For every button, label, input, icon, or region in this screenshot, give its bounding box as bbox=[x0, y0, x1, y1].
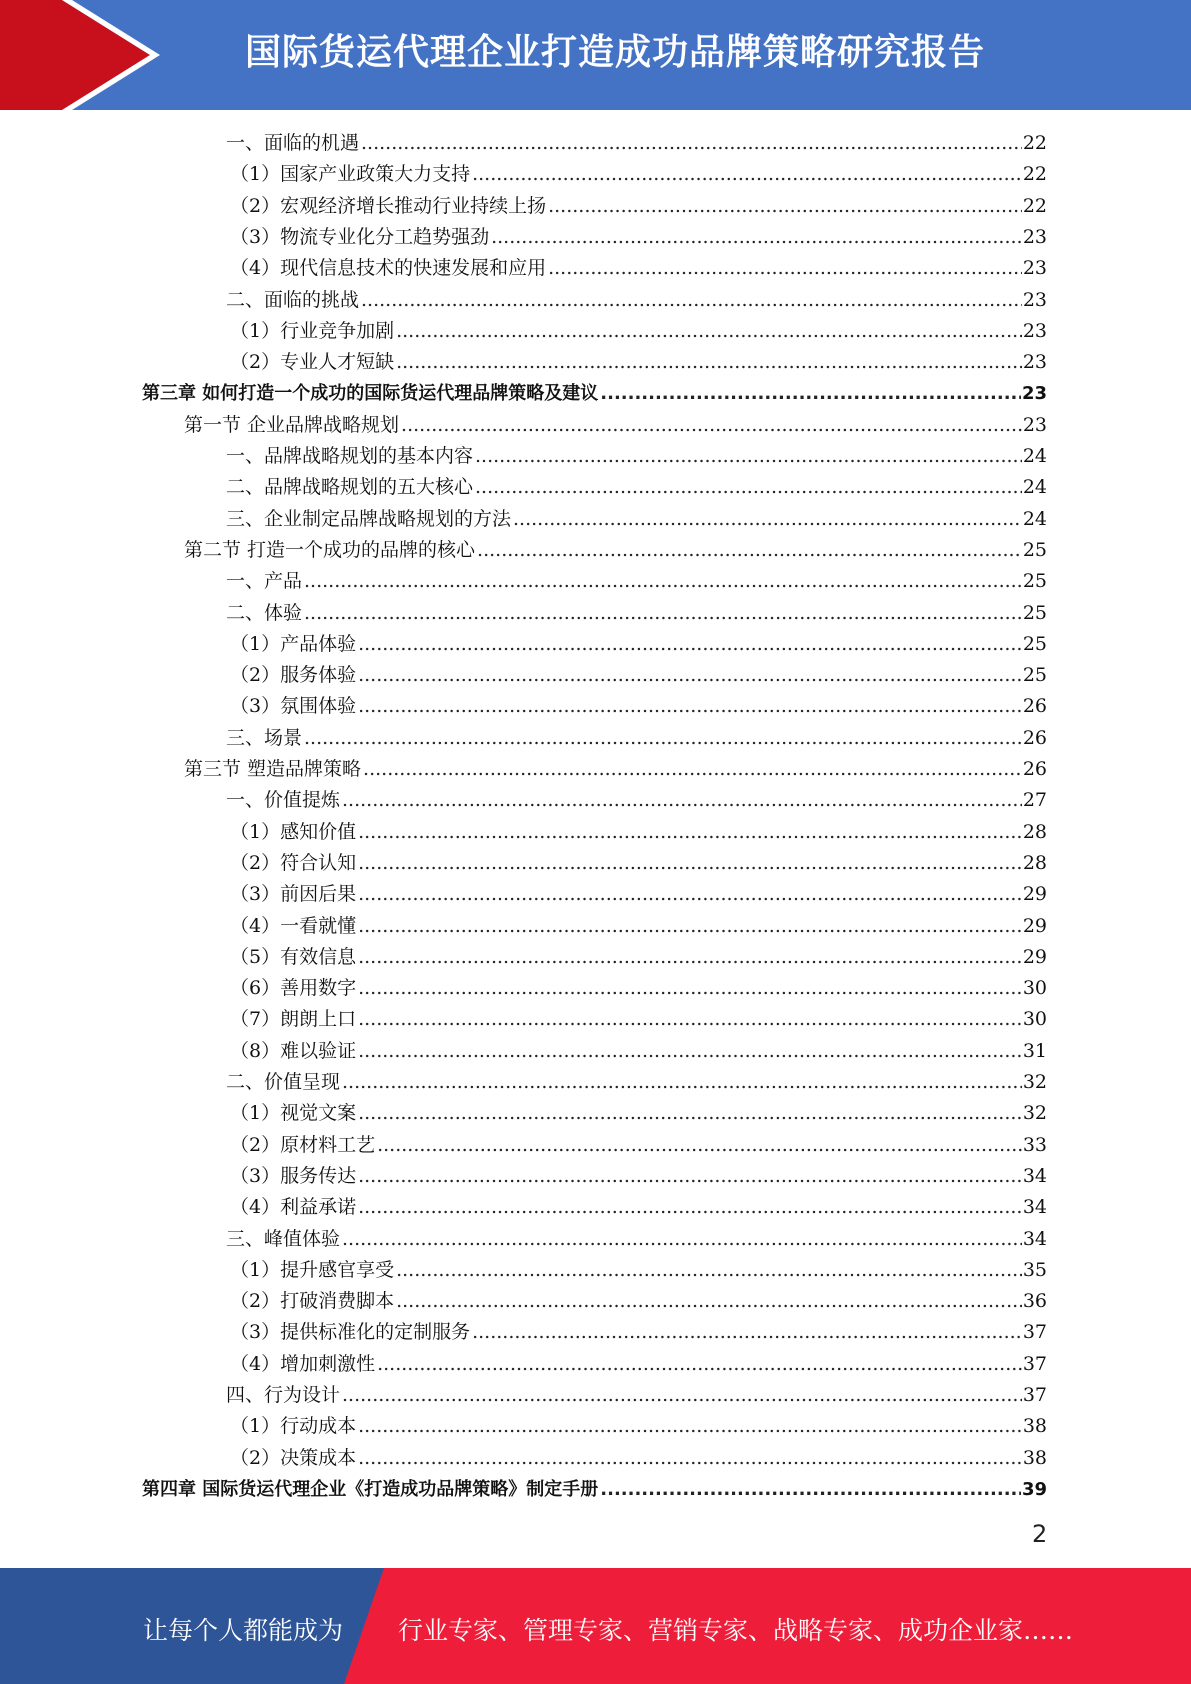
toc-entry-page: 29 bbox=[1022, 945, 1047, 968]
toc-entry[interactable] bbox=[230, 817, 1047, 848]
toc-entry[interactable] bbox=[184, 535, 1047, 566]
toc-entry-label: （1）感知价值 bbox=[230, 820, 357, 843]
toc-entry[interactable] bbox=[142, 1474, 1047, 1505]
toc-entry-page: 35 bbox=[1022, 1258, 1047, 1281]
toc-leader-dots bbox=[396, 1255, 1022, 1286]
toc-entry-page: 29 bbox=[1022, 914, 1047, 937]
toc-entry-page: 25 bbox=[1022, 664, 1047, 687]
toc-entry-label: 第一节 企业品牌战略规划 bbox=[184, 413, 400, 436]
toc-leader-dots bbox=[548, 253, 1022, 284]
toc-entry-page: 23 bbox=[1022, 319, 1047, 342]
page-number: 2 bbox=[1032, 1520, 1048, 1548]
toc-entry[interactable] bbox=[230, 1317, 1047, 1348]
toc-entry-label: （2）符合认知 bbox=[230, 851, 357, 874]
toc-entry[interactable] bbox=[230, 191, 1047, 222]
toc-leader-dots bbox=[396, 316, 1022, 347]
toc-leader-dots bbox=[475, 472, 1022, 503]
toc-entry[interactable] bbox=[230, 1098, 1047, 1129]
toc-leader-dots bbox=[358, 1161, 1022, 1192]
toc-leader-dots bbox=[304, 566, 1022, 597]
toc-leader-dots bbox=[358, 817, 1022, 848]
toc-leader-dots bbox=[401, 410, 1022, 441]
toc-entry[interactable] bbox=[230, 1036, 1047, 1067]
toc-entry-label: （2）决策成本 bbox=[230, 1446, 357, 1469]
toc-entry-label: （2）宏观经济增长推动行业持续上扬 bbox=[230, 194, 547, 217]
toc-entry-page: 22 bbox=[1022, 194, 1047, 217]
toc-entry-page: 24 bbox=[1022, 476, 1047, 499]
toc-entry[interactable] bbox=[230, 1286, 1047, 1317]
toc-entry-label: （2）专业人才短缺 bbox=[230, 351, 395, 374]
toc-entry[interactable] bbox=[230, 222, 1047, 253]
toc-leader-dots bbox=[475, 441, 1022, 472]
toc-entry-page: 28 bbox=[1022, 820, 1047, 843]
toc-entry-label: （4）一看就懂 bbox=[230, 914, 357, 937]
toc-entry-label: 一、品牌战略规划的基本内容 bbox=[226, 445, 474, 467]
toc-entry-page: 28 bbox=[1022, 851, 1047, 874]
page-header bbox=[0, 0, 1191, 110]
toc-entry-label: 二、价值呈现 bbox=[226, 1071, 341, 1093]
toc-entry-page: 36 bbox=[1022, 1290, 1047, 1313]
toc-entry-page: 26 bbox=[1022, 758, 1047, 780]
toc-entry-label: （5）有效信息 bbox=[230, 945, 357, 968]
toc-entry-page: 22 bbox=[1022, 163, 1047, 186]
toc-entry[interactable] bbox=[230, 629, 1047, 660]
toc-entry-label: 二、品牌战略规划的五大核心 bbox=[226, 476, 474, 499]
toc-leader-dots bbox=[342, 785, 1022, 816]
toc-entry-label: 三、场景 bbox=[226, 726, 303, 749]
toc-leader-dots bbox=[600, 378, 1021, 409]
toc-entry[interactable] bbox=[226, 128, 1047, 159]
toc-entry-label: 一、产品 bbox=[226, 570, 303, 593]
page-footer bbox=[0, 1568, 1191, 1684]
toc-entry[interactable] bbox=[230, 973, 1047, 1004]
toc-entry[interactable] bbox=[184, 754, 1047, 785]
toc-entry-page: 29 bbox=[1022, 883, 1047, 906]
toc-leader-dots bbox=[363, 754, 1022, 785]
toc-leader-dots bbox=[361, 128, 1022, 159]
toc-leader-dots bbox=[358, 1098, 1022, 1129]
toc-entry[interactable] bbox=[230, 848, 1047, 879]
toc-entry[interactable] bbox=[226, 441, 1047, 472]
toc-leader-dots bbox=[304, 598, 1022, 629]
toc-entry[interactable] bbox=[230, 879, 1047, 910]
toc-entry-label: （3）氛围体验 bbox=[230, 695, 357, 718]
toc-entry-label: 第三节 塑造品牌策略 bbox=[184, 758, 362, 780]
toc-entry-page: 25 bbox=[1022, 538, 1047, 561]
toc-entry-label: （2）服务体验 bbox=[230, 664, 357, 687]
toc-leader-dots bbox=[361, 285, 1022, 316]
toc-leader-dots bbox=[342, 1224, 1022, 1255]
toc-entry-page: 32 bbox=[1022, 1102, 1047, 1125]
toc-leader-dots bbox=[342, 1067, 1022, 1098]
toc-entry[interactable] bbox=[226, 723, 1047, 754]
toc-entry[interactable] bbox=[230, 1130, 1047, 1161]
toc-entry[interactable] bbox=[230, 253, 1047, 284]
toc-leader-dots bbox=[377, 1130, 1022, 1161]
toc-entry-page: 37 bbox=[1022, 1352, 1047, 1375]
toc-leader-dots bbox=[358, 942, 1022, 973]
toc-entry-page: 23 bbox=[1022, 257, 1047, 280]
toc-entry-page: 23 bbox=[1022, 225, 1047, 248]
toc-entry[interactable] bbox=[226, 1380, 1047, 1411]
footer-slogan-right: 行业专家、管理专家、营销专家、战略专家、成功企业家…… bbox=[398, 1616, 1074, 1645]
toc-entry-page: 34 bbox=[1022, 1227, 1047, 1250]
toc-entry-page: 27 bbox=[1022, 789, 1047, 812]
toc-leader-dots bbox=[472, 159, 1022, 190]
toc-entry-page: 24 bbox=[1022, 507, 1047, 530]
toc-entry-label: 三、企业制定品牌战略规划的方法 bbox=[226, 507, 512, 530]
toc-leader-dots bbox=[358, 879, 1022, 910]
toc-entry-page: 38 bbox=[1022, 1446, 1047, 1469]
toc-leader-dots bbox=[358, 660, 1022, 691]
toc-entry-page: 34 bbox=[1022, 1164, 1047, 1187]
toc-entry-page: 32 bbox=[1022, 1071, 1047, 1093]
toc-entry[interactable] bbox=[226, 598, 1047, 629]
toc-entry[interactable] bbox=[230, 942, 1047, 973]
toc-entry[interactable] bbox=[226, 566, 1047, 597]
toc-entry-label: 第二节 打造一个成功的品牌的核心 bbox=[184, 538, 476, 561]
toc-leader-dots bbox=[358, 629, 1022, 660]
toc-entry[interactable] bbox=[184, 410, 1047, 441]
toc-entry-page: 23 bbox=[1022, 413, 1047, 436]
toc-entry[interactable] bbox=[230, 911, 1047, 942]
toc-leader-dots bbox=[472, 1317, 1022, 1348]
toc-entry-label: （4）利益承诺 bbox=[230, 1196, 357, 1219]
toc-entry[interactable] bbox=[226, 472, 1047, 503]
toc-entry-page: 30 bbox=[1022, 1008, 1047, 1031]
toc-leader-dots bbox=[477, 535, 1022, 566]
toc-entry-page: 37 bbox=[1022, 1321, 1047, 1344]
toc-leader-dots bbox=[396, 347, 1022, 378]
toc-entry-page: 38 bbox=[1022, 1415, 1047, 1438]
toc-entry[interactable] bbox=[230, 1004, 1047, 1035]
toc-entry-label: 第三章 如何打造一个成功的国际货运代理品牌策略及建议 bbox=[142, 383, 599, 405]
toc-entry-label: （6）善用数字 bbox=[230, 977, 357, 1000]
report-title: 国际货运代理企业打造成功品牌策略研究报告 bbox=[245, 32, 986, 73]
toc-entry[interactable] bbox=[230, 660, 1047, 691]
toc-leader-dots bbox=[358, 911, 1022, 942]
toc-entry-label: （1）产品体验 bbox=[230, 632, 357, 655]
toc-entry-label: 四、行为设计 bbox=[226, 1384, 341, 1406]
toc-entry-label: （2）打破消费脚本 bbox=[230, 1290, 395, 1313]
toc-entry[interactable] bbox=[226, 785, 1047, 816]
toc-entry-label: （8）难以验证 bbox=[230, 1039, 357, 1062]
toc-entry[interactable] bbox=[230, 159, 1047, 190]
toc-entry-page: 24 bbox=[1022, 445, 1047, 467]
toc-entry[interactable] bbox=[230, 1192, 1047, 1223]
toc-leader-dots bbox=[358, 691, 1022, 722]
red-chevron-icon bbox=[0, 0, 160, 110]
toc-entry-page: 23 bbox=[1021, 383, 1047, 405]
toc-entry-label: 一、面临的机遇 bbox=[226, 132, 360, 154]
toc-entry-page: 34 bbox=[1022, 1196, 1047, 1219]
toc-leader-dots bbox=[491, 222, 1022, 253]
toc-entry[interactable] bbox=[230, 1349, 1047, 1380]
toc-entry-page: 39 bbox=[1021, 1478, 1047, 1500]
toc-entry[interactable] bbox=[226, 504, 1047, 535]
toc-entry-label: （3）提供标准化的定制服务 bbox=[230, 1321, 471, 1344]
toc-entry-page: 26 bbox=[1022, 695, 1047, 718]
toc-entry[interactable] bbox=[226, 285, 1047, 316]
toc-entry[interactable] bbox=[230, 1411, 1047, 1442]
toc-entry-page: 25 bbox=[1022, 601, 1047, 624]
toc-entry[interactable] bbox=[230, 1255, 1047, 1286]
toc-leader-dots bbox=[358, 973, 1022, 1004]
toc-leader-dots bbox=[377, 1349, 1022, 1380]
toc-entry-label: （4）现代信息技术的快速发展和应用 bbox=[230, 257, 547, 280]
toc-entry-label: 第四章 国际货运代理企业《打造成功品牌策略》制定手册 bbox=[142, 1478, 599, 1500]
toc-entry-label: （3）物流专业化分工趋势强劲 bbox=[230, 225, 490, 248]
toc-leader-dots bbox=[358, 1004, 1022, 1035]
toc-entry-label: （1）提升感官享受 bbox=[230, 1258, 395, 1281]
footer-slogan-left: 让每个人都能成为 bbox=[143, 1616, 344, 1645]
toc-entry[interactable] bbox=[230, 316, 1047, 347]
toc-entry-page: 30 bbox=[1022, 977, 1047, 1000]
toc-entry-page: 23 bbox=[1022, 351, 1047, 374]
toc-leader-dots bbox=[358, 848, 1022, 879]
toc-entry-page: 31 bbox=[1022, 1039, 1047, 1062]
toc-entry-label: （3）前因后果 bbox=[230, 883, 357, 906]
toc-entry-label: 二、体验 bbox=[226, 601, 303, 624]
toc-entry-page: 33 bbox=[1022, 1133, 1047, 1156]
toc-entry-label: 三、峰值体验 bbox=[226, 1227, 341, 1250]
toc-entry-label: （1）行动成本 bbox=[230, 1415, 357, 1438]
toc-entry-label: （4）增加刺激性 bbox=[230, 1352, 376, 1375]
toc-entry-page: 26 bbox=[1022, 726, 1047, 749]
toc-entry[interactable] bbox=[230, 1443, 1047, 1474]
toc-entry-label: （7）朗朗上口 bbox=[230, 1008, 357, 1031]
toc-entry[interactable] bbox=[230, 347, 1047, 378]
toc-entry-label: （1）国家产业政策大力支持 bbox=[230, 163, 471, 186]
toc-entry[interactable] bbox=[226, 1067, 1047, 1098]
toc-entry-page: 37 bbox=[1022, 1384, 1047, 1406]
toc-entry[interactable] bbox=[226, 1224, 1047, 1255]
toc-leader-dots bbox=[358, 1192, 1022, 1223]
toc-entry[interactable] bbox=[230, 691, 1047, 722]
toc-leader-dots bbox=[358, 1443, 1022, 1474]
toc-entry[interactable] bbox=[142, 378, 1047, 409]
toc-entry-page: 22 bbox=[1022, 132, 1047, 154]
toc-leader-dots bbox=[342, 1380, 1022, 1411]
toc-leader-dots bbox=[513, 504, 1022, 535]
toc-entry-label: （2）原材料工艺 bbox=[230, 1133, 376, 1156]
toc-entry-label: 二、面临的挑战 bbox=[226, 288, 360, 311]
toc-leader-dots bbox=[548, 191, 1022, 222]
toc-entry-label: （1）视觉文案 bbox=[230, 1102, 357, 1125]
toc-entry-label: （3）服务传达 bbox=[230, 1164, 357, 1187]
toc-entry[interactable] bbox=[230, 1161, 1047, 1192]
toc-leader-dots bbox=[600, 1474, 1021, 1505]
toc-leader-dots bbox=[304, 723, 1022, 754]
toc-leader-dots bbox=[396, 1286, 1022, 1317]
toc-leader-dots bbox=[358, 1411, 1022, 1442]
toc-entry-page: 25 bbox=[1022, 570, 1047, 593]
toc-entry-page: 23 bbox=[1022, 288, 1047, 311]
toc-leader-dots bbox=[358, 1036, 1022, 1067]
toc-entry-label: 一、价值提炼 bbox=[226, 789, 341, 812]
toc-entry-page: 25 bbox=[1022, 632, 1047, 655]
toc-entry-label: （1）行业竞争加剧 bbox=[230, 319, 395, 342]
